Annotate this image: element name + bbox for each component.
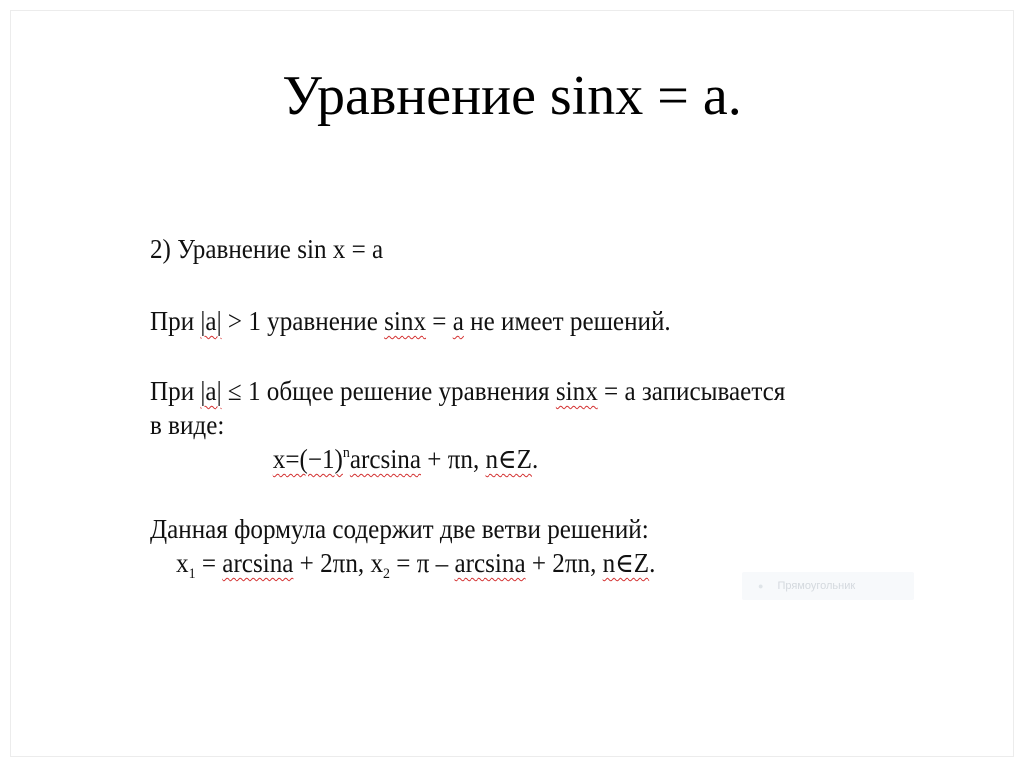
formula-set: n∈Z [485,444,532,474]
text-fragment: = [426,306,453,336]
text-fragment: . [649,548,656,578]
arcsin-term: arcsina [222,548,294,578]
x2-subscript: 2 [383,566,390,582]
formula-exponent: n [342,445,350,461]
general-solution-line-2: в виде: [150,410,225,440]
formula-x: x=(−1) [272,444,343,474]
text-box[interactable] [150,232,857,580]
slide-title: Уравнение sinx = а. [282,65,742,127]
set-term: n∈Z [602,548,650,578]
general-formula [150,442,857,476]
lead-word: При [150,376,195,406]
sinx-term: sinx [384,306,427,336]
bullet-icon: ● [758,581,764,591]
x1-subscript: 1 [188,566,196,582]
arcsin-term: arcsina [454,548,526,578]
formula-arcsin: arcsina [349,444,421,474]
text-fragment: = [195,548,223,578]
text-fragment: > 1 уравнение [221,306,385,336]
equation-heading: 2) Уравнение sin x = а [150,234,384,264]
text-fragment: + πn, [420,444,486,474]
text-fragment: не имеет решений. [463,306,671,336]
sinx-term: sinx [555,376,598,406]
text-fragment: . [531,444,539,474]
no-solution-line [150,304,857,338]
a-term: а [452,306,464,336]
text-fragment: + 2πn, x [293,548,384,578]
abs-a: |а| [200,376,222,406]
text-fragment: ≤ 1 общее решение уравнения [221,376,556,406]
text-fragment: + 2πn, [525,548,603,578]
shape-tooltip [742,572,914,600]
text-fragment: = а записывается [597,376,786,406]
lead-word: При [150,306,195,336]
general-solution-line [150,374,857,408]
text-fragment: = π – [389,548,455,578]
abs-a: |а| [200,306,222,336]
tooltip-label: Прямоугольник [777,580,856,592]
x1-symbol: x [176,548,189,578]
branches-heading: Данная формула содержит две ветви решений: [150,514,649,544]
